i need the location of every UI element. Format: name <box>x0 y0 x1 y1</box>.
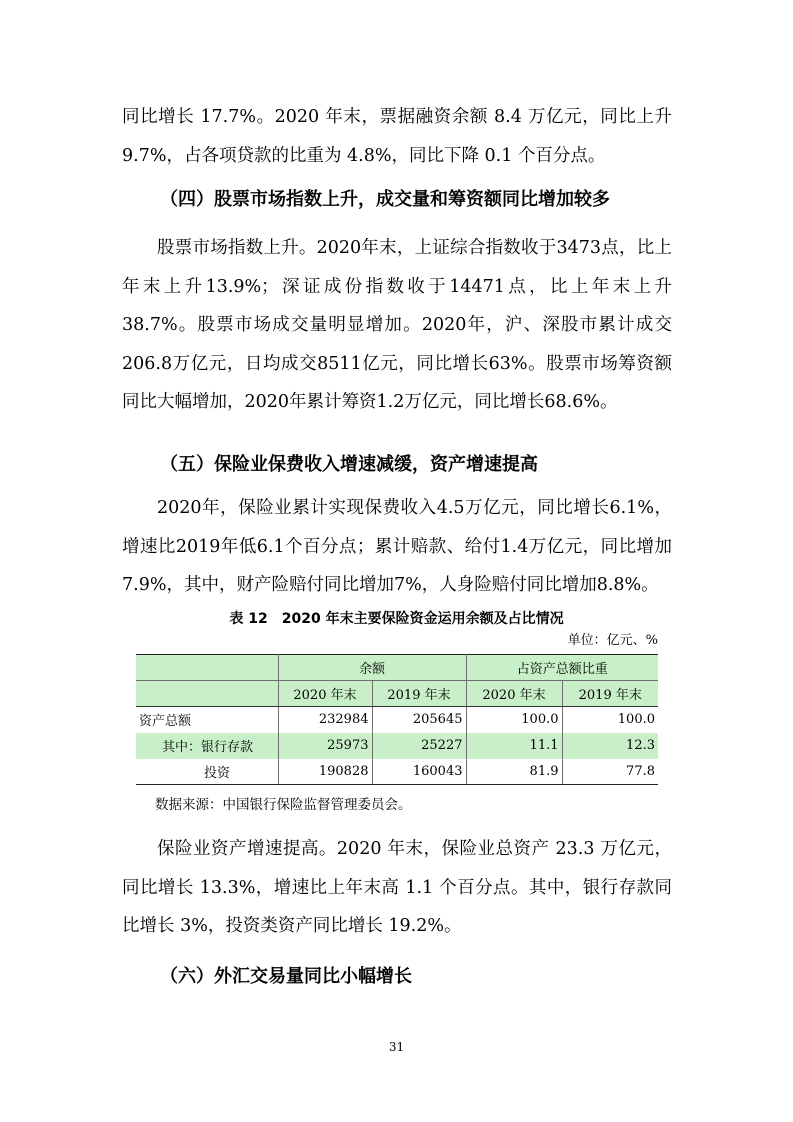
paragraph-stock-market: 股票市场指数上升。2020年末，上证综合指数收于3473点，比上年末上升13.9%；深证成份指数收于14471点，比上年末上升38.7%。股票市场成交量明显增加。2020年，沪、深股市累计成交206.8万亿元，日均成交8511亿元，同比增长63%。股票市场筹资额同比大幅增加，2020年累计筹资1.2万亿元，同比增长68.6%。 <box>122 238 672 412</box>
page-number: 31 <box>388 1040 405 1054</box>
paragraph-insurance-assets: 保险业资产增速提高。2020 年末，保险业总资产 23.3 万亿元，同比增长 13.3%，增速比上年末高 1.1 个百分点。其中，银行存款同比增长 3%，投资类资产同比增长 19.2%。 <box>122 839 672 936</box>
table-row <box>136 707 658 733</box>
header-2020-share: 2020 年末 <box>466 681 562 707</box>
heading-insurance: （五）保险业保费收入增速减缓，资产增速提高 <box>160 454 538 475</box>
table-source-note: 数据来源：中国银行保险监督管理委员会。 <box>155 797 412 813</box>
cell-value: 190828 <box>278 759 372 785</box>
cell-value: 81.9 <box>466 759 562 785</box>
row-label: 投资 <box>136 759 278 785</box>
paragraph-insurance-premium: 2020年，保险业累计实现保费收入4.5万亿元，同比增长6.1%，增速比2019年低6.1个百分点；累计赔款、给付1.4万亿元，同比增加7.9%，其中，财产险赔付同比增加7%，人身险赔付同比增加8.8%。 <box>122 498 672 595</box>
header-2019-share: 2019 年末 <box>562 681 658 707</box>
row-label: 资产总额 <box>136 707 278 733</box>
table-header-row-2 <box>136 681 658 707</box>
heading-forex: （六）外汇交易量同比小幅增长 <box>160 966 412 987</box>
row-label: 其中：银行存款 <box>136 733 278 759</box>
insurance-funds-table <box>136 654 658 785</box>
cell-value: 232984 <box>278 707 372 733</box>
cell-value: 77.8 <box>562 759 658 785</box>
table-unit: 单位：亿元、% <box>567 633 658 648</box>
paragraph-bill-financing: 同比增长 17.7%。2020 年末，票据融资余额 8.4 万亿元，同比上升 9.7%，占各项贷款的比重为 4.8%，同比下降 0.1 个百分点。 <box>122 107 672 166</box>
cell-value: 160043 <box>372 759 466 785</box>
header-balance: 余额 <box>278 655 466 681</box>
table-row <box>136 733 658 759</box>
cell-value: 100.0 <box>562 707 658 733</box>
heading-stock-market: （四）股票市场指数上升，成交量和筹资额同比增加较多 <box>160 189 610 210</box>
cell-value: 12.3 <box>562 733 658 759</box>
header-blank-cell <box>136 655 278 681</box>
cell-value: 205645 <box>372 707 466 733</box>
header-share-of-assets: 占资产总额比重 <box>466 655 658 681</box>
header-2020-balance: 2020 年末 <box>278 681 372 707</box>
cell-value: 100.0 <box>466 707 562 733</box>
cell-value: 11.1 <box>466 733 562 759</box>
cell-value: 25973 <box>278 733 372 759</box>
table-header-row-1 <box>136 655 658 681</box>
header-blank-cell <box>136 681 278 707</box>
header-2019-balance: 2019 年末 <box>372 681 466 707</box>
table-row <box>136 759 658 785</box>
table-caption: 表 12 2020 年末主要保险资金运用余额及占比情况 <box>229 611 564 627</box>
cell-value: 25227 <box>372 733 466 759</box>
